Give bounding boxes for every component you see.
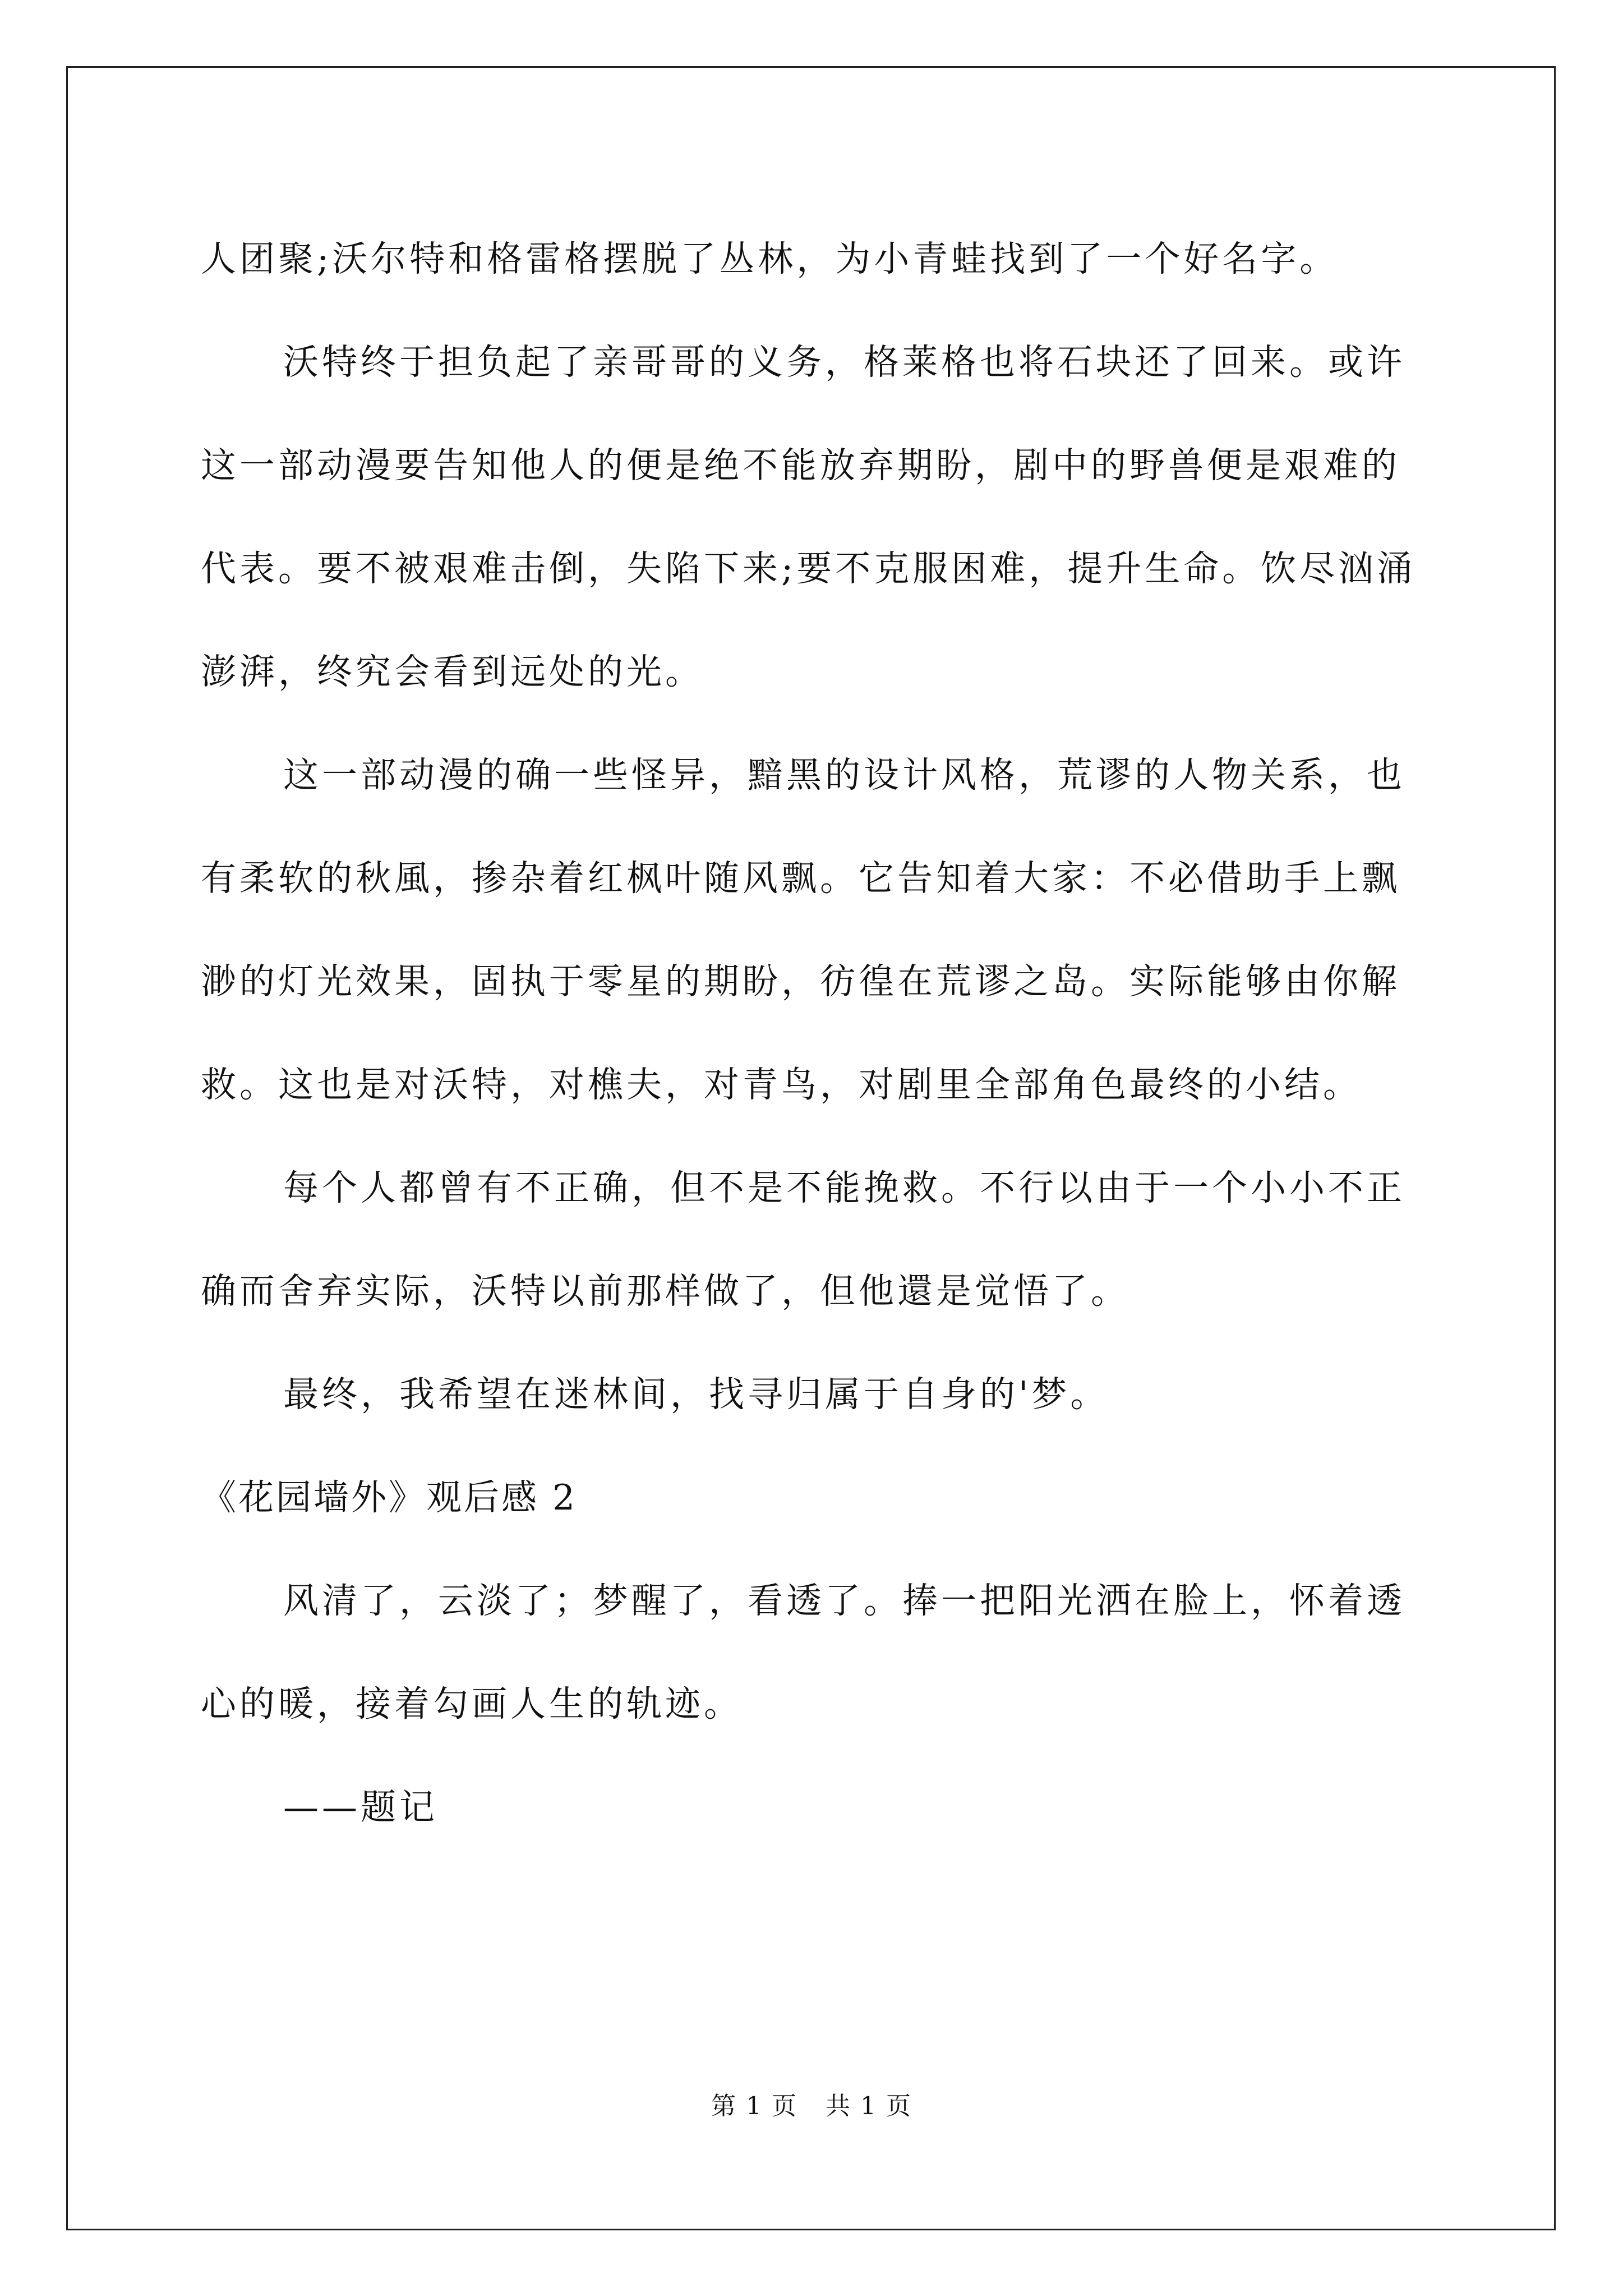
document-body	[201, 208, 1432, 1859]
paragraph-3: 这一部动漫的确一些怪异，黯黑的设计风格，荒谬的人物关系，也有柔软的秋風，掺杂着红枫叶随风飘。它告知着大家：不必借助手上飘渺的灯光效果，固执于零星的期盼，彷徨在荒谬之岛。实际能够由你解救。这也是对沃特，对樵夫，对青鸟，对剧里全部角色最终的小结。	[201, 754, 1405, 1105]
page-footer	[0, 2086, 1623, 2122]
page-number-current: 第 1 页	[711, 2092, 797, 2120]
paragraph-5: 最终，我希望在迷林间，找寻归属于自身的'梦。	[283, 1374, 1109, 1415]
paragraph-6: 风清了，云淡了；梦醒了，看透了。捧一把阳光洒在脸上，怀着透心的暖，接着勾画人生的轨迹。	[201, 1580, 1405, 1724]
paragraph-2: 沃特终于担负起了亲哥哥的义务，格莱格也将石块还了回来。或许这一部动漫要告知他人的便是绝不能放弃期盼，剧中的野兽便是艰难的代表。要不被艰难击倒，失陷下来;要不克服困难，提升生命。饮尽汹涌澎湃，终究会看到远处的光。	[201, 342, 1416, 692]
paragraph-7: ——题记	[283, 1787, 438, 1828]
page-number-total: 共 1 页	[826, 2092, 912, 2120]
section-heading: 《花园墙外》观后感 2	[201, 1477, 578, 1518]
paragraph-4: 每个人都曾有不正确，但不是不能挽救。不行以由于一个小小不正确而舍弃实际，沃特以前那样做了，但他還是觉悟了。	[201, 1167, 1405, 1312]
paragraph-1: 人团聚;沃尔特和格雷格摆脱了丛林，为小青蛙找到了一个好名字。	[201, 238, 1339, 279]
